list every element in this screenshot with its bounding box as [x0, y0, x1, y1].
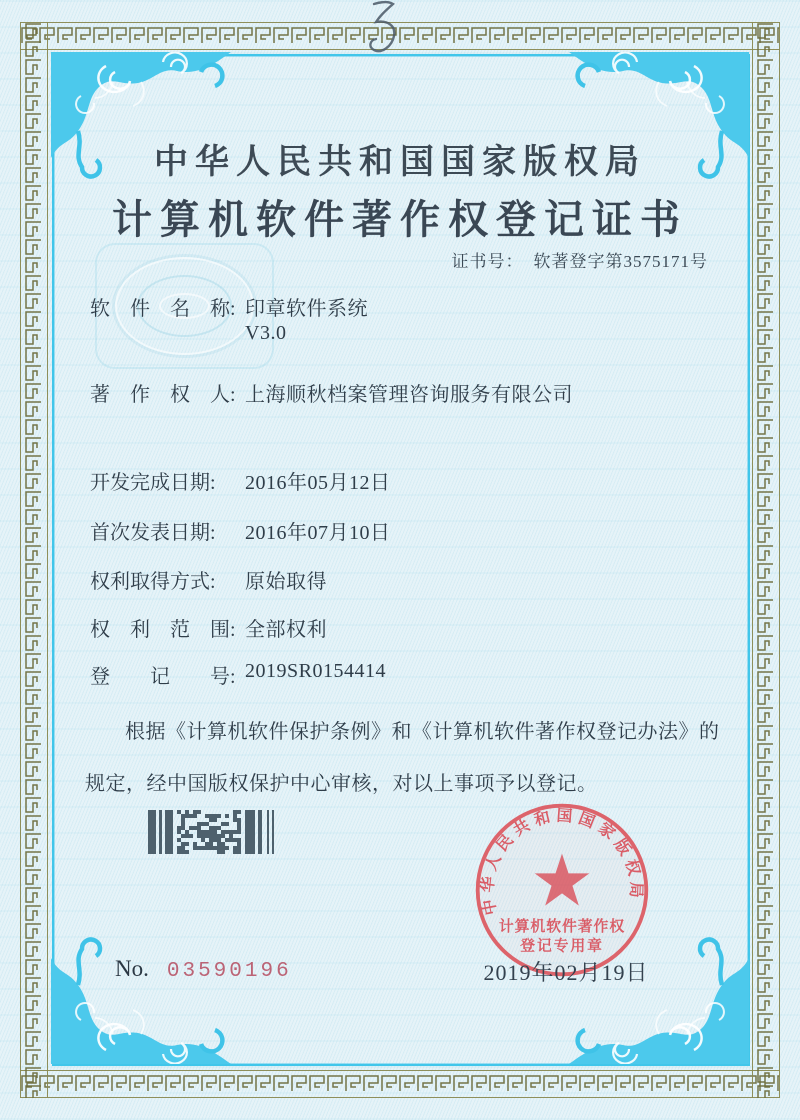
greek-key-border-right [752, 22, 780, 1098]
seal-line2: 登记专用章 [520, 938, 604, 955]
field-value: 印章软件系统 [245, 298, 368, 320]
field-value: 上海顺秋档案管理咨询服务有限公司 [245, 384, 573, 406]
serial-number [115, 956, 292, 983]
field-value: 2019SR0154414 [245, 660, 386, 682]
handwritten-mark [360, 0, 412, 62]
field-label: 开发完成日期: [90, 472, 216, 494]
certificate-number-value: 软著登字第3575171号 [533, 252, 708, 271]
greek-key-border-bottom [20, 1070, 780, 1098]
serial-value: 03590196 [166, 960, 292, 983]
certificate-title: 计算机软件著作权登记证书 [112, 197, 688, 242]
field-label: 权 利 范 围: [90, 619, 236, 641]
field-label: 登 记 号: [90, 666, 236, 688]
greek-key-border-left [20, 22, 48, 1098]
seal-arc-text: 中华人民共和国国家版权局 [479, 807, 645, 917]
seal-line1: 计算机软件著作权 [498, 919, 626, 936]
corner-flourish-bottom-left [50, 929, 232, 1064]
field-value: 2016年07月10日 [245, 522, 391, 544]
field-value-version: V3.0 [245, 322, 287, 344]
field-value: 2016年05月12日 [245, 472, 391, 494]
field-value: 原始取得 [245, 571, 327, 593]
official-seal [471, 799, 653, 981]
field-label: 权利取得方式: [90, 571, 216, 593]
field-label: 首次发表日期: [90, 522, 216, 544]
field-label: 软 件 名 称: [90, 298, 236, 320]
registration-statement: 根据《计算机软件保护条例》和《计算机软件著作权登记办法》的规定，经中国版权保护中心审核，对以上事项予以登记。 [85, 721, 720, 795]
authority-title: 中华人民共和国国家版权局 [154, 144, 646, 181]
barcode-matrix [177, 810, 241, 854]
field-value: 全部权利 [245, 619, 327, 641]
certificate-number-line [452, 247, 709, 272]
barcode [148, 810, 274, 854]
serial-prefix: No. [115, 956, 149, 981]
registration-date: 2019年02月19日 [483, 960, 649, 985]
field-label: 著 作 权 人: [90, 384, 236, 406]
certificate-number-label: 证书号： [451, 252, 524, 271]
